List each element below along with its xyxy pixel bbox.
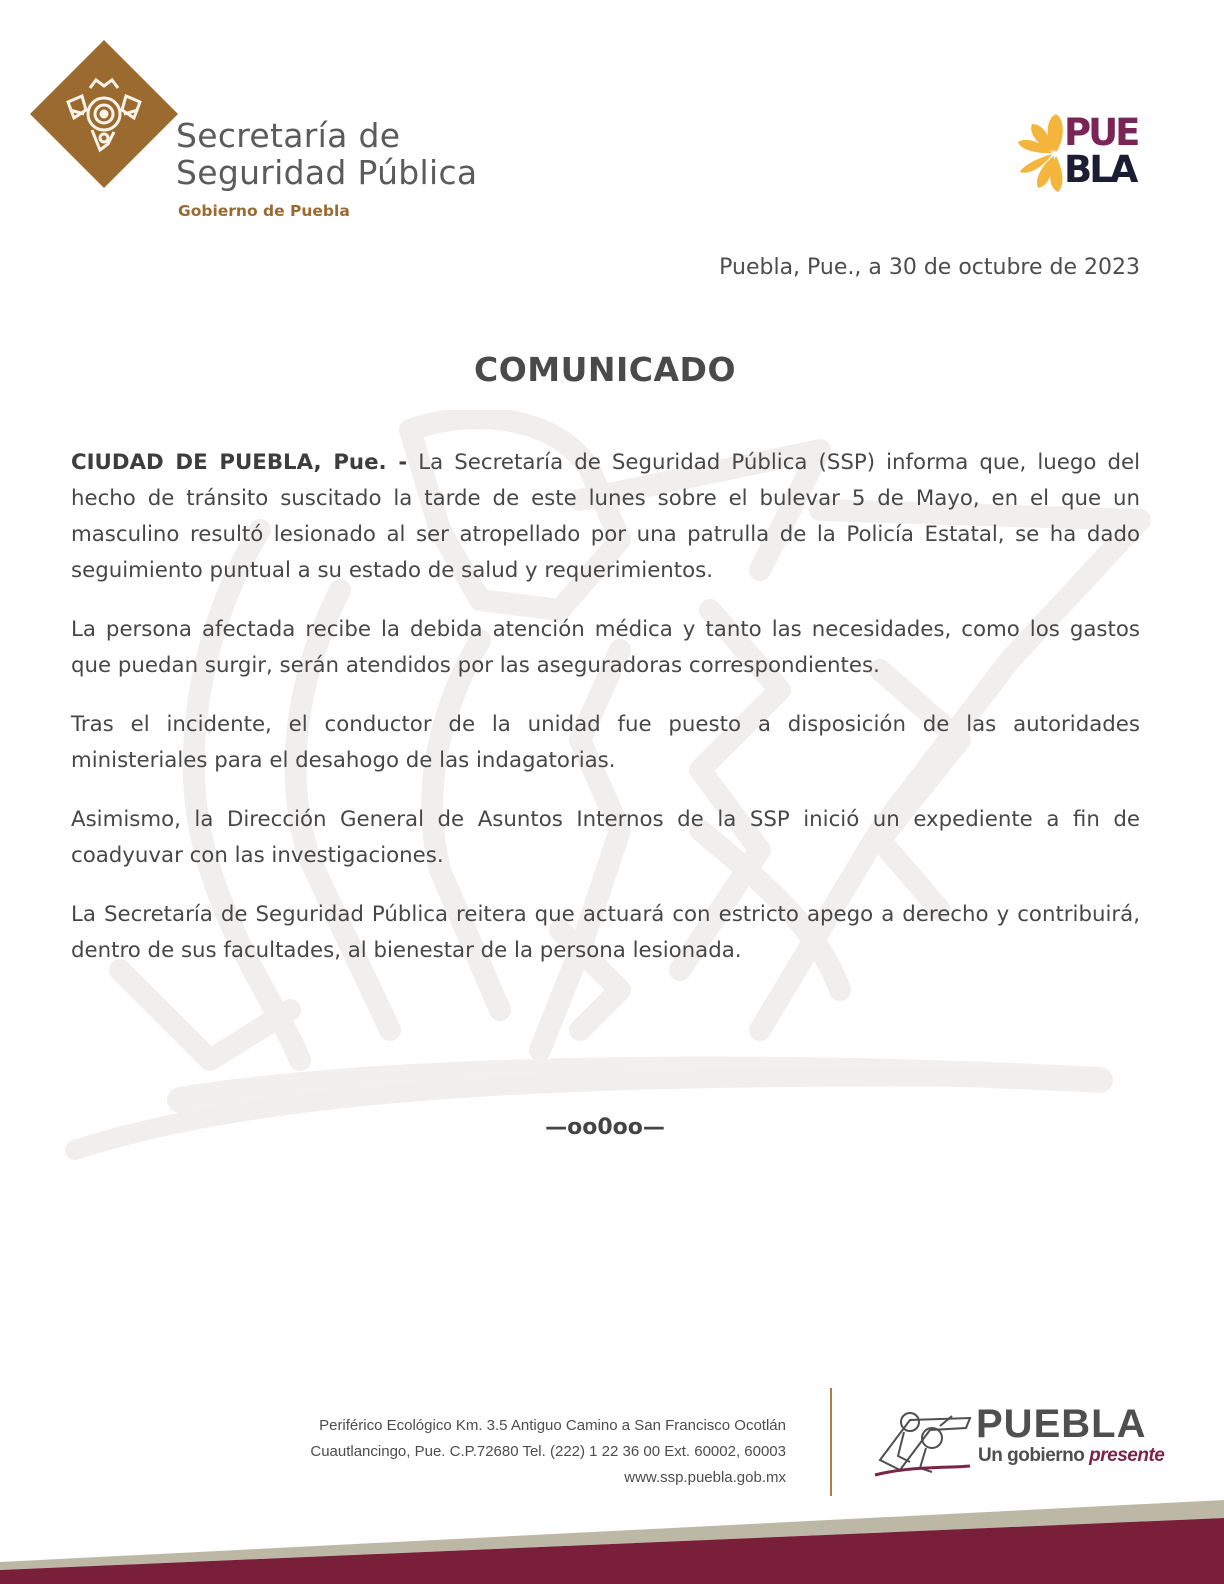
website-link[interactable]: www.ssp.puebla.gob.mx	[624, 1469, 786, 1486]
puebla-logo-line1: PUE	[1064, 111, 1138, 154]
paragraph	[71, 445, 1140, 589]
flower-icon	[1016, 112, 1066, 194]
puebla-logo	[1016, 112, 1156, 194]
ssp-title	[176, 117, 477, 191]
ssp-title-line1: Secretaría de	[176, 116, 401, 155]
dateline-lead: CIUDAD DE PUEBLA, Pue. -	[71, 450, 408, 475]
date-line: Puebla, Pue., a 30 de octubre de 2023	[719, 255, 1140, 280]
paragraph: La persona afectada recibe la debida atención médica y tanto las necesidades, como los gastos que puedan surgir, serán atendidos por las aseguradoras correspondientes.	[71, 617, 1140, 678]
puebla-logo-line2: BLA	[1064, 148, 1136, 191]
paragraph: Tras el incidente, el conductor de la unidad fue puesto a disposición de las autoridades ministeriales para el desahogo de las indagatorias.	[71, 712, 1140, 773]
address-line2: Cuautlancingo, Pue. C.P.72680 Tel. (222) 1 22 36 00 Ext. 60002, 60003	[310, 1443, 786, 1460]
ssp-emblem-icon	[30, 40, 178, 188]
bottom-color-band	[0, 1500, 1224, 1584]
paragraph: La Secretaría de Seguridad Pública reitera que actuará con estricto apego a derecho y contribuirá, dentro de sus facultades, al bienestar de la persona lesionada.	[71, 902, 1140, 963]
footer-logo-word: PUEBLA	[976, 1402, 1147, 1446]
heroes-emblem-icon	[870, 1400, 975, 1480]
ssp-subtitle: Gobierno de Puebla	[178, 202, 350, 220]
document-title: COMUNICADO	[473, 350, 736, 389]
paragraph: Asimismo, la Dirección General de Asuntos Internos de la SSP inició un expediente a fin de coadyuvar con las investigaciones.	[71, 807, 1140, 868]
footer-address	[310, 1413, 786, 1491]
paragraph-text: La Secretaría de Seguridad Pública (SSP) informa que, luego del hecho de tránsito suscitado la tarde de este lunes sobre el bulevar 5 de Mayo, en el que un masculino resultó lesionado al ser atropellado por una patrulla de la Policía Estatal, se ha dado seguimiento puntual a su estado de salud y requerimientos.	[71, 450, 1141, 583]
tagline-emphasis: presente	[1089, 1445, 1165, 1466]
puebla-government-logo	[870, 1400, 1170, 1480]
tagline-prefix: Un gobierno	[978, 1445, 1085, 1466]
footer-logo-tagline	[978, 1445, 1164, 1467]
end-mark: —oo0oo—	[545, 1115, 665, 1140]
ssp-title-line2: Seguridad Pública	[176, 153, 478, 192]
footer-divider	[830, 1388, 832, 1496]
document-body	[71, 445, 1140, 992]
address-line1: Periférico Ecológico Km. 3.5 Antiguo Camino a San Francisco Ocotlán	[319, 1417, 786, 1434]
